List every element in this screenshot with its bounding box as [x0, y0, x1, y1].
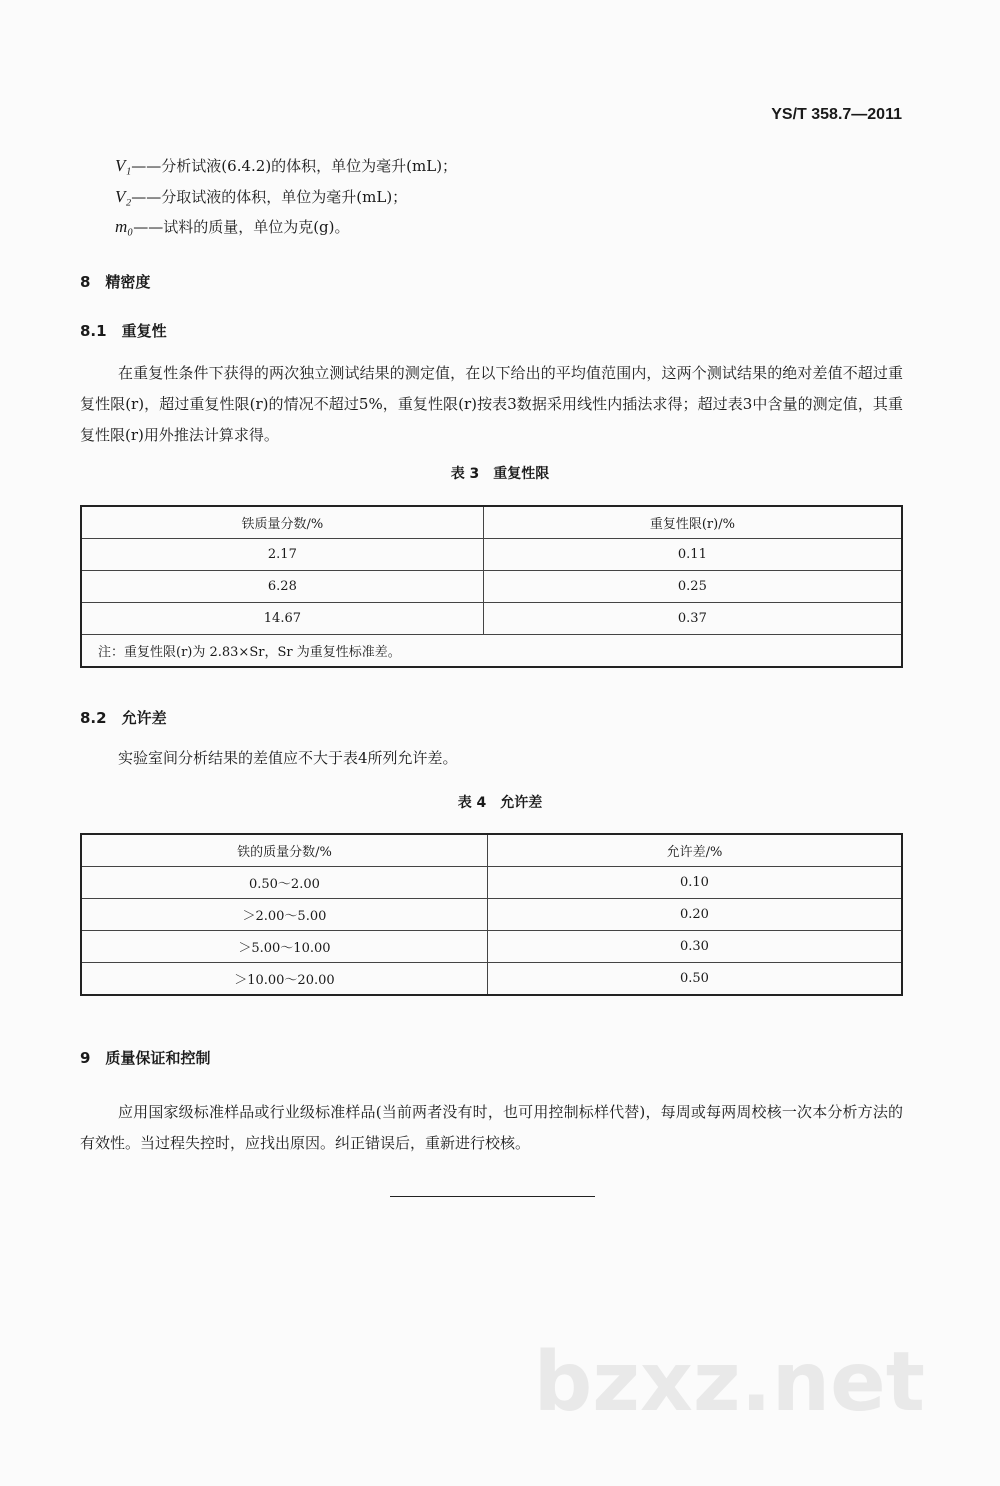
watermark: bzxz.net [533, 1335, 925, 1430]
symbol: V₂ [115, 187, 132, 206]
variable-v2 [115, 186, 407, 207]
table-3 [80, 505, 903, 668]
cell: 6.28 [81, 571, 483, 603]
cell: 0.11 [483, 539, 902, 571]
cell: 2.17 [81, 539, 483, 571]
cell: ＞5.00～10.00 [81, 931, 487, 963]
table-row [81, 899, 902, 931]
cell: 0.30 [487, 931, 902, 963]
cell: 14.67 [81, 603, 483, 635]
table-3-title: 表 3 重复性限 [450, 466, 550, 482]
table-row [81, 539, 902, 571]
cell: 0.37 [483, 603, 902, 635]
table-row [81, 603, 902, 635]
header-cell: 重复性限(r)/% [483, 506, 902, 539]
end-rule [390, 1196, 595, 1197]
standard-number: YS/T 358.7—2011 [771, 106, 902, 123]
table-note: 注：重复性限(r)为 2.83×Sr，Sr 为重复性标准差。 [81, 635, 902, 668]
description: ——分取试液的体积，单位为毫升(mL)； [131, 188, 408, 206]
header-cell: 铁的质量分数/% [81, 834, 487, 867]
section-8-heading: 8 精密度 [80, 273, 151, 291]
description: ——分析试液(6.4.2)的体积，单位为毫升(mL)； [131, 157, 458, 175]
table-row [81, 571, 902, 603]
variable-v1 [115, 155, 457, 176]
section-8-1-paragraph: 在重复性条件下获得的两次独立测试结果的测定值，在以下给出的平均值范围内，这两个测试结果的绝对差值不超过重复性限(r)，超过重复性限(r)的情况不超过5%，重复性限(r)按表3数据采用线性内插法求得；超过表3中含量的测定值，其重复性限(r)用外推法计算求得。 [80, 364, 903, 444]
table-4 [80, 833, 903, 996]
variable-m0 [115, 216, 350, 237]
cell: 0.20 [487, 899, 902, 931]
table-header-row [81, 834, 902, 867]
table-note-row [81, 635, 902, 668]
cell: 0.50 [487, 963, 902, 996]
table-4-title: 表 4 允许差 [457, 795, 543, 811]
description: ——试料的质量，单位为克(g)。 [133, 218, 350, 236]
section-8-2-paragraph: 实验室间分析结果的差值应不大于表4所列允许差。 [118, 749, 458, 767]
symbol: V₁ [115, 156, 132, 175]
section-9-heading: 9 质量保证和控制 [80, 1049, 211, 1067]
header-cell: 铁质量分数/% [81, 506, 483, 539]
header-cell: 允许差/% [487, 834, 902, 867]
cell: ＞2.00～5.00 [81, 899, 487, 931]
table-header-row [81, 506, 902, 539]
cell: 0.50～2.00 [81, 867, 487, 899]
table-row [81, 963, 902, 996]
table-row [81, 931, 902, 963]
symbol: m₀ [115, 217, 134, 236]
section-8-2-heading: 8.2 允许差 [80, 709, 167, 727]
section-9-paragraph: 应用国家级标准样品或行业级标准样品(当前两者没有时，也可用控制标样代替)，每周或每两周校核一次本分析方法的有效性。当过程失控时，应找出原因。纠正错误后，重新进行校核。 [80, 1103, 903, 1152]
cell: 0.25 [483, 571, 902, 603]
table-row [81, 867, 902, 899]
cell: ＞10.00～20.00 [81, 963, 487, 996]
cell: 0.10 [487, 867, 902, 899]
section-8-1-heading: 8.1 重复性 [80, 322, 167, 340]
